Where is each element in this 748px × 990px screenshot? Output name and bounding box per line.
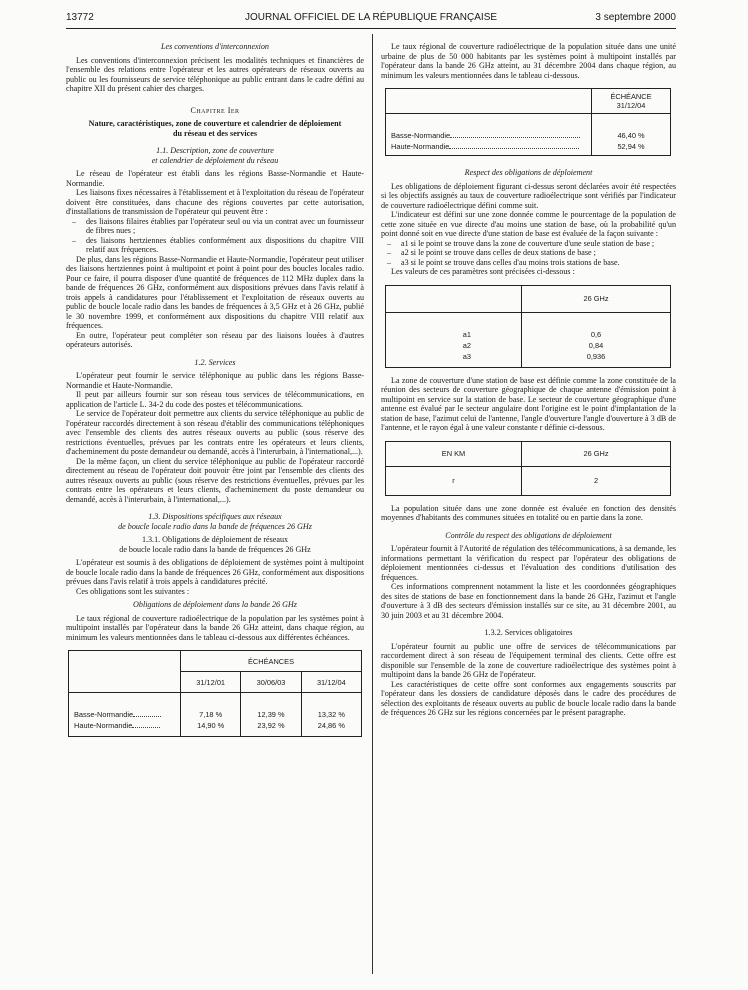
section-1-3-2-paragraph-a: L'opérateur fournit au public une offre de services de télécommunications par raccordement direct à son réseau de l'équipement terminal des clients. Cette offre est disponible sur l'ensemble de la zone de couverture radioélectrique des systèmes point à multipoint dans la bande 26 GHz de l'opérateur. [381,641,676,679]
parameters-list-item: – a2 si le point se trouve dans celles de deux stations de base ; [387,248,676,258]
left-column [66,34,364,737]
population-paragraph: La population située dans une zone donnée est évaluée en fonction des densités moyennes d'habitants des communes situées en totalité ou en partie dans la zone. [381,503,676,522]
region-label: Basse-Normandie [74,710,134,719]
date-cell: 30/06/03 [241,672,301,693]
parameters-list-item: – a1 si le point se trouve dans la zone de couverture d'une seule station de base ; [387,239,676,249]
section-1-1-paragraph-a: Le réseau de l'opérateur est établi dans les régions Basse-Normandie et Haute-Normandie. [66,169,364,188]
parameter-label: a1 [462,329,471,339]
parameters-table [385,285,671,368]
section-1-3-title-line2: de boucle locale radio dans la bande de fréquences 26 GHz [118,521,312,531]
column-divider [372,34,373,974]
journal-title: JOURNAL OFFICIEL DE LA RÉPUBLIQUE FRANÇAISE [244,12,498,23]
parameter-label: a3 [462,351,471,361]
issue-date: 3 septembre 2000 [595,12,676,23]
table-row [386,466,671,495]
table-header-row [386,89,671,114]
date-cell: 31/12/01 [181,672,241,693]
table-row [386,340,671,351]
section-1-1-paragraph-b: Les liaisons fixes nécessaires à l'établissement et à l'exploitation du réseau de l'opérateur doivent être constituées, dans chacune des régions couvertes par cette autorisation, d'installations de transmission de l'opérateur qui peuvent être : [66,188,364,216]
interconnexion-paragraph: Les conventions d'interconnexion précisent les modalités techniques et financières de l'ensemble des relations entre l'opérateur et les autres opérateurs de réseaux ouverts au public ou les fournisseurs de service téléphonique au public entrant dans le cadre défini au chapitre XII du présent cahier des charges. [66,55,364,93]
zone-paragraph: La zone de couverture d'une station de base est définie comme la zone constituée de la réunion des secteurs de couverture géographique de chaque antenne d'émission point à multipoint en service sur la station de base. Le secteur de couverture géographique d'une antenne est évalué par le secteur angulaire dont l'origine est le point d'implantation de la station de base, l'azimut celui de l'antenne, l'angle d'ouverture l'angle d'ouverture à 3 dB de l'antenne, et le rayon égal à une valeur constante r définie ci-dessous. [381,375,676,432]
table-row [386,329,671,340]
table-header-row [69,651,362,672]
value-cell: 52,94 % [592,141,671,156]
chapter-label: Chapitre Ier [190,105,240,115]
echeances-header: ÉCHÉANCES [181,651,362,672]
table-row [69,720,362,737]
value-cell: 0,936 [522,351,671,368]
respect-paragraph-a: Les obligations de déploiement figurant ci-dessus seront déclarées avoir été respectées si les objectifs assignés au taux de couverture radioélectrique sont vérifiés par l'indicateur de couverture radioélectrique défini comme suit. [381,181,676,210]
obligations-paragraph: Le taux régional de couverture radioélectrique de la population par les systèmes point à multipoint installés par l'opérateur dans la bande 26 GHz atteint, dans chaque région, au minimum les valeurs mentionnées dans le tableau ci-dessous aux différentes échéances. [66,613,364,642]
interconnexion-heading: Les conventions d'interconnexion [161,42,269,51]
value-cell: 0,84 [522,340,671,351]
section-1-2-paragraph-c: Le service de l'opérateur doit permettre aux clients du service téléphonique au public de l'opérateur raccordés directement à son réseau d'établir des communications téléphoniques avec l'ensemble des clients des autres réseaux ouverts au public (sous réserve des restrictions éventuelles, prévues par les contrats entre les opérateurs et leurs clients, d'acheminement du poste demandeur ou demandé, accès à l'interurbain, à l'international,...). [66,409,364,456]
right-column [381,34,676,718]
table-header-row [386,441,671,466]
value-cell: 7,18 % [181,709,241,720]
section-1-3-1-title-line2: de boucle locale radio dans la bande de fréquences 26 GHz [119,544,311,554]
section-1-3-1-title-line1: 1.3.1. Obligations de déploiement de réseaux [141,535,289,544]
table-spacer-row [69,693,362,710]
controle-paragraph-b: Ces informations comprennent notamment la liste et les coordonnées géographiques des sites de stations de base en fonctionnement dans la bande 26 GHz, l'azimut et l'angle d'ouverture à 3 dB des secteurs d'émission installés sur ce site, au 31 décembre 2001, au 30 juin 2003 et au 31 décembre 2004. [381,582,676,620]
taux-paragraph: Le taux régional de couverture radioélectrique de la population située dans une unité urbaine de plus de 50 000 habitants par les systèmes point à multipoint installés par l'opérateur dans la bande 26 GHz atteint, au 31 décembre 2004 dans chaque région, au minimum les valeurs mentionnées dans le tableau ci-dessous. [381,42,676,80]
section-1-2-paragraph-d: De la même façon, un client du service téléphonique au public de l'opérateur raccordé directement au réseau de l'opérateur doit pouvoir être joint par l'ensemble des clients des autres réseaux ouverts au public (sous réserve des restrictions éventuelles, prévues par les contrats entre les opérateurs et leurs clients, d'acheminement du poste demandeur ou demandé, accès à l'interurbain, à l'international,...). [66,456,364,504]
value-cell: 14,90 % [181,720,241,737]
parameters-list [381,239,676,268]
table-header-row [386,285,671,312]
page-header [66,13,676,27]
value-cell: 23,92 % [241,720,301,737]
table-spacer-row [386,114,671,131]
value-cell: 24,86 % [301,720,361,737]
table-row [386,130,671,141]
radius-label: r [452,476,455,485]
value-cell: 0,6 [522,329,671,340]
echeance-date: 31/12/04 [616,101,646,110]
chapter-title: Nature, caractéristiques, zone de couverture et calendrier de déploiement du réseau et des services [88,119,342,138]
table-spacer-row [386,312,671,329]
table-row [386,141,671,156]
unit-header: EN KM [386,441,522,466]
controle-paragraph-a: L'opérateur fournit à l'Autorité de régulation des télécommunications, à sa demande, les informations permettant la vérification du respect par l'opérateur des obligations de déploiement mentionnées ci-dessus et l'évaluation des conditions d'utilisation des fréquences. [381,544,676,582]
section-1-3-2-title: 1.3.2. Services obligatoires [484,628,573,637]
echeances-table [68,650,362,737]
echeance-2004-table [385,88,671,156]
value-cell: 2 [522,466,671,495]
date-cell: 31/12/04 [301,672,361,693]
parameters-list-item: – a3 si le point se trouve dans celles d'au moins trois stations de base. [387,258,676,268]
liaisons-list [66,217,364,255]
obligations-heading: Obligations de déploiement dans la bande 26 GHz [133,600,297,609]
section-1-1-title-line1: 1.1. Description, zone de couverture [156,146,274,155]
region-label: Haute-Normandie [74,721,133,730]
section-1-1-title-line2: et calendrier de déploiement du réseau [151,155,279,165]
respect-paragraph-b: L'indicateur est défini sur une zone donnée comme le pourcentage de la population de cette zone située en vue directe d'au moins une station de base, où la probabilité qu'un point donné soit en vue directe d'une station de base est évaluée de la façon suivante : [381,210,676,238]
liaisons-list-item: – des liaisons hertziennes établies conformément aux dispositions du chapitre VIII relatif aux fréquences. [72,236,364,255]
table-dates-row [69,672,362,693]
frequency-header: 26 GHz [522,285,671,312]
controle-heading: Contrôle du respect des obligations de déploiement [445,530,612,540]
section-1-2-title: 1.2. Services [194,357,236,367]
section-1-2-paragraph-a: L'opérateur peut fournir le service téléphonique au public dans les régions Basse-Normandie et Haute-Normandie. [66,371,364,390]
table-row [69,709,362,720]
value-cell: 13,32 % [301,709,361,720]
section-1-3-1-paragraph-a: L'opérateur est soumis à des obligations de déploiement de systèmes point à multipoint de boucle locale radio dans la bande de fréquences 26 GHz, conformément aux dispositions prévues dans l'avis relatif à trois appels à candidatures précité. [66,558,364,586]
section-1-1-paragraph-c: De plus, dans les régions Basse-Normandie et Haute-Normandie, l'opérateur peut utiliser des liaisons hertziennes point à multipoint et point à point pour des boucles locales radio. Pour ce faire, il pourra disposer d'une quantité de fréquences de 112 MHz duplex dans la bande de fréquences 26 GHz, conformément aux dispositions prévues dans l'avis relatif à trois appels à candidatures pour l'établissement et l'exploitation de réseaux ouverts au public de boucle locale radio dans les bandes de fréquences à 3,5 GHz et à 26 GHz, publié le 30 novembre 1999, et conformément aux dispositions du chapitre VIII relatif aux fréquences. [66,254,364,330]
value-cell: 12,39 % [241,709,301,720]
echeance-header: ÉCHÉANCE [610,92,652,101]
section-1-2-paragraph-b: Il peut par ailleurs fournir sur son réseau tous services de télécommunications, en application de l'article L. 34-2 du code des postes et télécommunications. [66,390,364,409]
page-number: 13772 [66,12,94,23]
region-label: Haute-Normandie [391,142,450,151]
frequency-header: 26 GHz [522,441,671,466]
parameter-label: a2 [462,340,471,350]
section-1-1-paragraph-d: En outre, l'opérateur peut compléter son réseau par des liaisons louées à d'autres opérateurs autorisés. [66,330,364,349]
header-rule [66,28,676,29]
section-1-3-2-paragraph-b: Les caractéristiques de cette offre sont conformes aux engagements souscrits par l'opérateur dans les dossiers de candidature déposés dans le cadre des procédures de sélection des exploitants de réseaux ouverts au public de boucle locale radio dans la bande de fréquences 26 GHz sur les régions concernées par le présent paragraphe. [381,679,676,717]
region-label: Basse-Normandie [391,131,451,140]
respect-heading: Respect des obligations de déploiement [464,168,593,177]
section-1-3-title-line1: 1.3. Dispositions spécifiques aux réseaux [148,512,282,521]
table-row [386,351,671,368]
value-cell: 46,40 % [592,130,671,141]
radius-table [385,441,671,496]
respect-paragraph-c: Les valeurs de ces paramètres sont précisées ci-dessous : [391,267,575,276]
section-1-3-1-paragraph-b: Ces obligations sont les suivantes : [76,586,190,596]
liaisons-list-item: – des liaisons filaires établies par l'opérateur seul ou via un contrat avec un fournisseur de fibres nues ; [72,217,364,236]
